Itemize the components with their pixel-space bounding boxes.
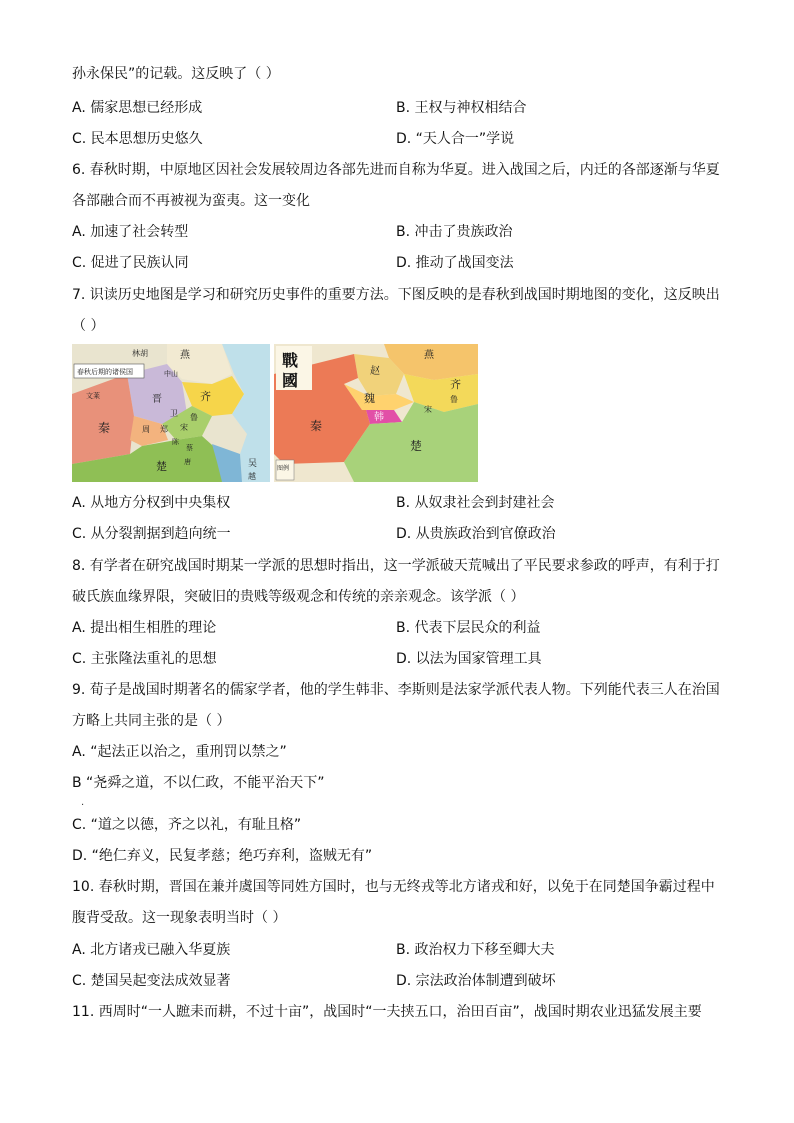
q7-option-b: B. 从奴隶社会到封建社会	[396, 495, 555, 511]
map1-legend: 春秋后期的诸侯国	[77, 368, 133, 376]
map1-label-lu: 鲁	[190, 413, 198, 422]
q10-option-a: A. 北方诸戎已融入华夏族	[72, 942, 231, 958]
map2-label-chu: 楚	[410, 439, 423, 453]
q10-stem-line1: 10. 春秋时期，晋国在兼并虞国等同姓方国时，也与无终戎等北方诸戎和好，以免于在同楚国争霸过程中	[72, 879, 715, 895]
q9-stem-line2: 方略上共同主张的是（ ）	[72, 713, 231, 729]
q10-option-b: B. 政治权力下移至卿大夫	[396, 942, 555, 958]
q7-stem-line1: 7. 识读历史地图是学习和研究历史事件的重要方法。下图反映的是春秋到战国时期地图的变化，这反映出	[72, 287, 720, 303]
q5-stem-tail: 孙永保民”的记载。这反映了（ ）	[72, 66, 280, 82]
q7-stem-line2: （ ）	[72, 318, 105, 334]
map1-label-yan: 燕	[180, 350, 190, 361]
warring-states-map	[274, 344, 478, 482]
q5-option-b: B. 王权与神权相结合	[396, 100, 527, 116]
map1-label-tang: 唐	[184, 458, 191, 466]
map2-title-line1: 戰	[282, 351, 299, 370]
q10-option-c: C. 楚国吴起变法成效显著	[72, 973, 231, 989]
q7-option-c: C. 从分裂割据到趋向统一	[72, 526, 231, 542]
q6-stem-line2: 各部融合而不再被视为蛮夷。这一变化	[72, 193, 310, 209]
map2-label-zhao: 赵	[370, 366, 380, 377]
map1-label-jin: 晋	[152, 394, 162, 405]
map1-label-wenlai: 文莱	[86, 392, 100, 400]
q6-option-d: D. 推动了战国变法	[396, 255, 514, 271]
q7-option-d: D. 从贵族政治到官僚政治	[396, 526, 556, 542]
q9-option-a: A. “起法正以治之，重刑罚以禁之”	[72, 744, 287, 760]
map2-label-wei: 魏	[364, 392, 375, 405]
map2-label-song: 宋	[424, 405, 432, 414]
map2-label-yan: 燕	[424, 350, 434, 361]
q8-option-a: A. 提出相生相胜的理论	[72, 620, 217, 636]
map2-label-han: 韩	[374, 412, 384, 423]
map1-label-yue: 越	[248, 472, 256, 481]
q10-option-d: D. 宗法政治体制遭到破坏	[396, 973, 556, 989]
map1-label-zhou: 周	[142, 425, 150, 434]
map1-label-song: 宋	[180, 423, 188, 432]
map2-legend-label: 图例	[277, 465, 290, 472]
map1-label-wu: 吴	[248, 459, 258, 469]
q8-option-d: D. 以法为国家管理工具	[396, 651, 542, 667]
q9-option-d: D. “绝仁弃义，民复孝慈；绝巧弃利，盗贼无有”	[72, 848, 373, 864]
q10-stem-line2: 腹背受敌。这一现象表明当时（ ）	[72, 910, 287, 926]
q11-stem-line1: 11. 西周时“一人蹠耒而耕，不过十亩”，战国时“一夫挟五口，治田百亩”，战国时期农业迅猛发展主要	[72, 1004, 702, 1020]
map1-label-zhongshan: 中山	[164, 370, 178, 378]
q9-stem-line1: 9. 荀子是战国时期著名的儒家学者，他的学生韩非、李斯则是法家学派代表人物。下列能代表三人在治国	[72, 682, 720, 698]
q6-stem-line1: 6. 春秋时期，中原地区因社会发展较周边各部先进而自称为华夏。进入战国之后，内迁的各部逐渐与华夏	[72, 162, 720, 178]
q5-option-d: D. “天人合一”学说	[396, 131, 515, 147]
q5-option-a: A. 儒家思想已经形成	[72, 100, 203, 116]
q9-option-c: C. “道之以德，齐之以礼，有耻且格”	[72, 817, 302, 833]
q6-option-c: C. 促进了民族认同	[72, 255, 189, 271]
map1-label-zheng: 郑	[160, 425, 168, 434]
q8-option-b: B. 代表下层民众的利益	[396, 620, 541, 636]
q7-option-a: A. 从地方分权到中央集权	[72, 495, 231, 511]
q6-option-b: B. 冲击了贵族政治	[396, 224, 513, 240]
map2-label-qi: 齐	[450, 378, 461, 391]
map1-label-linhu: 林胡	[132, 349, 148, 358]
stray-dot: .	[81, 797, 85, 808]
map2-label-lu: 鲁	[450, 395, 458, 404]
map1-label-qin: 秦	[98, 421, 111, 435]
q8-stem-line1: 8. 有学者在研究战国时期某一学派的思想时指出，这一学派破天荒喊出了平民要求参政的呼声，有利于打	[72, 558, 720, 574]
q6-option-a: A. 加速了社会转型	[72, 224, 189, 240]
q5-option-c: C. 民本思想历史悠久	[72, 131, 203, 147]
map1-label-wei: 卫	[170, 409, 178, 418]
map1-label-chu: 楚	[156, 460, 167, 473]
map2-title-line2: 國	[282, 371, 299, 390]
map1-label-chen: 陈	[172, 438, 179, 446]
q9-option-b: B “尧舜之道，不以仁政，不能平治天下”	[72, 775, 325, 791]
spring-autumn-map	[72, 344, 270, 482]
q8-stem-line2: 破氏族血缘界限，突破旧的贵贱等级观念和传统的亲亲观念。该学派（ ）	[72, 589, 525, 605]
q8-option-c: C. 主张隆法重礼的思想	[72, 651, 217, 667]
map1-label-qi: 齐	[200, 390, 211, 403]
map2-label-qin: 秦	[310, 419, 323, 433]
map1-label-cai: 蔡	[186, 444, 193, 452]
